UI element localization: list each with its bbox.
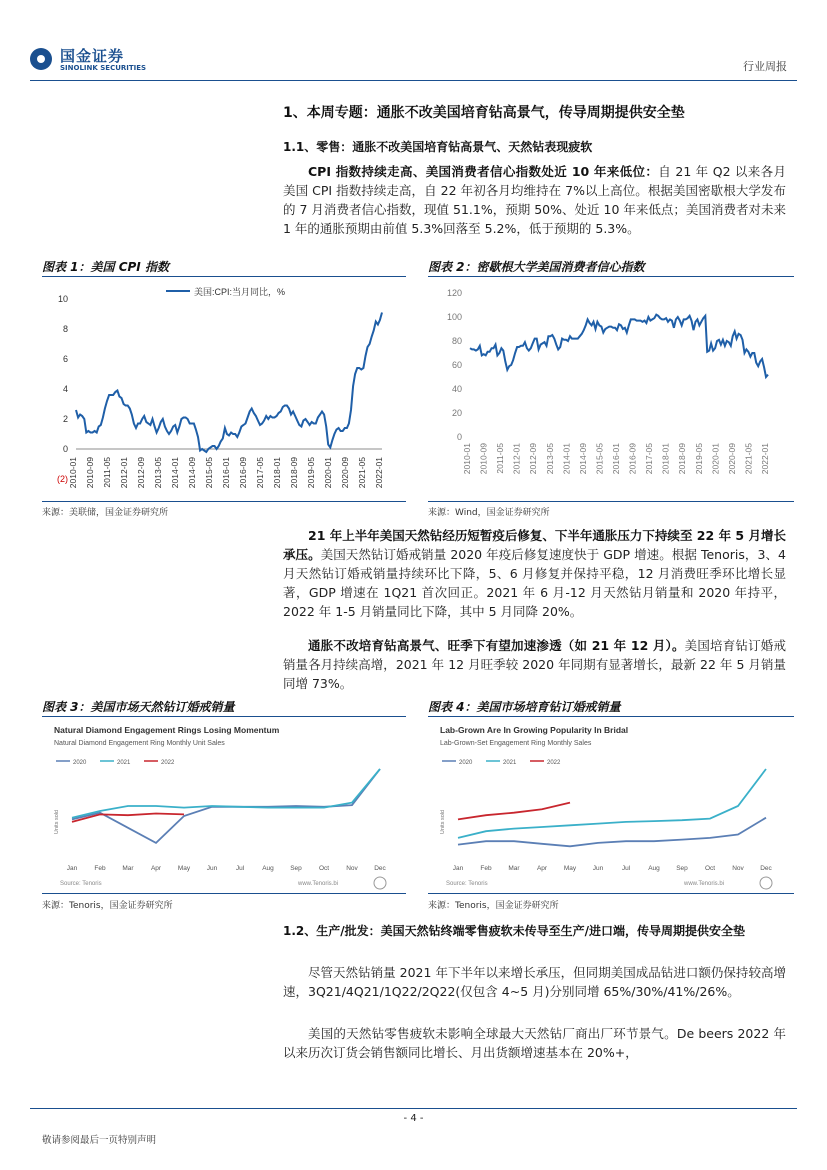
x-tick-label: 2016-01 xyxy=(221,457,231,489)
figure-source: 来源：美联储，国金证券研究所 xyxy=(42,508,169,518)
figure-source: 来源：Tenoris，国金证券研究所 xyxy=(428,901,559,911)
series-line xyxy=(458,769,766,838)
x-tick-label: 2015-05 xyxy=(594,443,605,475)
x-tick-label: 2022-01 xyxy=(374,457,384,489)
x-tick-label: Mar xyxy=(122,865,134,872)
legend-label: 2022 xyxy=(547,760,561,766)
x-tick-label: Aug xyxy=(648,865,660,872)
paragraph-imports: 尽管天然钻销量 2021 年下半年以来增长承压，但同期美国成品钻进口额仍保持较高增速，3Q21/4Q21/1Q22/2Q22(仅包含 4~5 月)分别同增 65%/30%/41%/26%。 xyxy=(283,965,786,999)
brand-name-en: SINOLINK SECURITIES xyxy=(60,64,147,72)
x-tick-label: 2014-09 xyxy=(577,443,588,475)
x-tick-label: 2016-09 xyxy=(238,457,248,489)
x-tick-label: 2011-05 xyxy=(495,443,506,474)
figure-source: 来源：Tenoris，国金证券研究所 xyxy=(42,901,173,911)
x-tick-label: Oct xyxy=(318,865,330,872)
y-axis-label: Units sold xyxy=(440,809,446,835)
x-tick-label: 2012-01 xyxy=(511,443,522,475)
page-number: - 4 - xyxy=(403,1113,424,1124)
tenoris-logo-icon xyxy=(760,877,772,889)
x-tick-label: 2012-09 xyxy=(136,457,146,489)
x-tick-label: 2010-01 xyxy=(68,457,78,489)
x-tick-label: 2014-01 xyxy=(170,457,180,489)
figure-box xyxy=(428,716,794,894)
y-tick-label: 80 xyxy=(451,336,462,346)
x-tick-label: 2010-01 xyxy=(462,443,472,475)
x-tick-label: 2020-09 xyxy=(726,443,737,475)
x-tick-label: 2015-05 xyxy=(204,457,214,489)
paragraph-body: 美国培育钻订婚戒销量各月持续高增，2021 年 12 月旺季较 2020 年同期有显著增长，最新 22 年 5 月销量同增 73%。 xyxy=(283,638,786,691)
x-tick-label: Jan xyxy=(452,865,464,872)
x-tick-label: 2021-05 xyxy=(743,443,754,475)
subsection-title: 1.1、零售：通胀不改美国培育钻高景气、天然钻表现疲软 xyxy=(283,140,593,154)
labgrown-rings-chart xyxy=(428,717,794,893)
x-tick-label: Dec xyxy=(374,865,386,872)
x-tick-label: 2020-01 xyxy=(323,457,333,489)
y-tick-label: 6 xyxy=(62,354,68,364)
x-tick-label: 2012-01 xyxy=(119,457,129,489)
legend-label: 2020 xyxy=(459,760,473,766)
x-tick-label: 2011-05 xyxy=(102,457,112,488)
data-line xyxy=(76,313,382,453)
chart-source: Source: Tenoris xyxy=(60,881,102,887)
subsection-title: 1.2、生产/批发：美国天然钻终端零售疲软未传导至生产/进口端，传导周期提供安全垫 xyxy=(283,924,746,938)
x-tick-label: 2019-05 xyxy=(693,443,704,475)
chart-url: www.Tenoris.bi xyxy=(297,881,338,887)
figure-box xyxy=(428,276,794,502)
doc-type: 行业周报 xyxy=(743,60,787,73)
brand-name: 国金证券 xyxy=(60,47,125,65)
x-tick-label: 2014-01 xyxy=(561,443,572,475)
chart-title: Lab-Grown Are In Growing Popularity In Bridal xyxy=(440,725,629,735)
x-tick-label: Mar xyxy=(508,865,520,872)
y-axis-label: Units sold xyxy=(54,809,60,835)
x-tick-label: 2018-09 xyxy=(289,457,299,489)
series-line xyxy=(458,803,570,820)
header-rule xyxy=(30,80,797,81)
x-tick-label: Apr xyxy=(536,865,548,872)
x-tick-label: Apr xyxy=(150,865,162,872)
paragraph-lead: 21 年上半年美国天然钻经历短暂疫后修复、下半年通胀压力下持续至 22 年 5 月增长承压。 xyxy=(283,528,786,562)
figure-title: 图表 4：美国市场培育钻订婚戒销量 xyxy=(428,700,621,714)
x-tick-label: 2014-09 xyxy=(187,457,197,489)
x-tick-label: Jun xyxy=(592,865,604,872)
y-tick-label: 4 xyxy=(62,384,68,394)
x-tick-label: 2010-09 xyxy=(478,443,489,475)
chart-subtitle: Lab-Grown-Set Engagement Ring Monthly Sales xyxy=(440,740,592,747)
x-tick-label: Jul xyxy=(621,865,631,872)
paragraph-cpi xyxy=(283,162,786,238)
x-tick-label: May xyxy=(177,865,191,872)
figure-title: 图表 2：密歇根大学美国消费者信心指数 xyxy=(428,260,645,274)
chart-url: www.Tenoris.bi xyxy=(683,881,724,887)
paragraph-lead: 通胀不改培育钻高景气、旺季下有望加速渗透（如 21 年 12 月）。 xyxy=(308,638,685,653)
brand-logo-icon xyxy=(30,48,52,70)
x-tick-label: 2021-05 xyxy=(357,457,367,489)
x-tick-label: 2020-09 xyxy=(340,457,350,489)
legend-label: 2021 xyxy=(503,760,517,766)
paragraph-body: 美国天然钻订婚戒销量 2020 年疫后修复速度快于 GDP 增速。根据 Tenoris，3、4 月天然钻订婚戒销量持续环比下降，5、6 月修复并保持平稳，12 月消费旺季环比增长显著，GDP 增速在 1Q21 首次回正。2021 年 6 月-12 月天然钻月销量和 2020 年持平，2022 年 1-5 月销量同比下降，其中 5 月同降 20%。 xyxy=(283,547,786,619)
x-tick-label: May xyxy=(563,865,577,872)
y-tick-label: 10 xyxy=(57,294,68,304)
x-tick-label: 2012-09 xyxy=(528,443,539,475)
x-tick-label: 2016-01 xyxy=(611,443,621,475)
sentiment-line-chart xyxy=(428,277,794,501)
y-tick-label: (2) xyxy=(57,474,68,484)
paragraph-body: 自 21 年 Q2 以来各月美国 CPI 指数持续走高，自 22 年初各月均维持在 7%以上高位。根据美国密歇根大学发布的 7 月消费者信心指数，现值 51.1%，预期 50%、处近 10 年来低点；美国消费者对未来 1 年的通胀预期由前值 5.3%回落至 5.2%，低于预期的 5.3%。 xyxy=(283,164,787,236)
x-tick-label: Dec xyxy=(760,865,772,872)
figure-title: 图表 3：美国市场天然钻订婚戒销量 xyxy=(42,700,235,714)
y-tick-label: 120 xyxy=(446,288,462,298)
x-tick-label: Nov xyxy=(732,865,744,872)
data-line xyxy=(470,315,768,377)
y-tick-label: 2 xyxy=(62,414,68,424)
chart-source: Source: Tenoris xyxy=(446,881,488,887)
cpi-line-chart xyxy=(42,277,406,501)
section-title: 1、本周专题：通胀不改美国培育钻高景气，传导周期提供安全垫 xyxy=(283,105,685,121)
x-tick-label: Nov xyxy=(346,865,358,872)
footer-rule xyxy=(30,1108,797,1109)
chart-title: Natural Diamond Engagement Rings Losing Momentum xyxy=(54,725,280,735)
x-tick-label: 2017-05 xyxy=(255,457,265,489)
paragraph-labgrown xyxy=(283,636,786,693)
y-tick-label: 40 xyxy=(451,384,462,394)
series-line xyxy=(72,769,380,818)
y-tick-label: 8 xyxy=(62,324,68,334)
x-tick-label: Oct xyxy=(704,865,716,872)
natural-rings-chart xyxy=(42,717,406,893)
x-tick-label: 2013-05 xyxy=(544,443,555,475)
y-tick-label: 0 xyxy=(62,444,68,454)
x-tick-label: Jul xyxy=(235,865,245,872)
figure-box xyxy=(42,716,406,894)
figure-source: 来源：Wind，国金证券研究所 xyxy=(428,508,550,518)
x-tick-label: Aug xyxy=(262,865,274,872)
x-tick-label: Sep xyxy=(676,865,688,872)
figure-box xyxy=(42,276,406,502)
x-tick-label: Feb xyxy=(94,865,106,872)
x-tick-label: 2022-01 xyxy=(760,443,770,475)
x-tick-label: 2013-05 xyxy=(153,457,163,489)
chart-subtitle: Natural Diamond Engagement Ring Monthly Unit Sales xyxy=(54,740,225,747)
x-tick-label: Jan xyxy=(66,865,78,872)
paragraph-natural xyxy=(283,526,786,621)
legend-label: 美国:CPI:当月同比，% xyxy=(194,287,286,297)
disclaimer: 敬请参阅最后一页特别声明 xyxy=(42,1135,157,1146)
y-tick-label: 60 xyxy=(451,360,462,370)
figure-title: 图表 1：美国 CPI 指数 xyxy=(42,260,169,274)
x-tick-label: 2016-09 xyxy=(627,443,638,475)
paragraph-lead: CPI 指数持续走高、美国消费者信心指数处近 10 年来低位： xyxy=(308,164,659,179)
x-tick-label: 2010-09 xyxy=(85,457,95,489)
x-tick-label: 2018-09 xyxy=(677,443,688,475)
legend-label: 2022 xyxy=(161,760,175,766)
x-tick-label: 2017-05 xyxy=(644,443,655,475)
legend-label: 2020 xyxy=(73,760,87,766)
x-tick-label: 2018-01 xyxy=(660,443,671,475)
y-tick-label: 0 xyxy=(456,432,462,442)
y-tick-label: 100 xyxy=(446,312,462,322)
x-tick-label: Jun xyxy=(206,865,218,872)
x-tick-label: Sep xyxy=(290,865,302,872)
x-tick-label: 2020-01 xyxy=(710,443,721,475)
tenoris-logo-icon xyxy=(374,877,386,889)
legend-label: 2021 xyxy=(117,760,131,766)
paragraph-debeers: 美国的天然钻零售疲软未影响全球最大天然钻厂商出厂环节景气。De beers 2022 年以来历次订货会销售额同比增长、月出货额增速基本在 20%+， xyxy=(283,1026,786,1060)
y-tick-label: 20 xyxy=(451,408,462,418)
x-tick-label: 2018-01 xyxy=(272,457,282,489)
x-tick-label: 2019-05 xyxy=(306,457,316,489)
x-tick-label: Feb xyxy=(480,865,492,872)
